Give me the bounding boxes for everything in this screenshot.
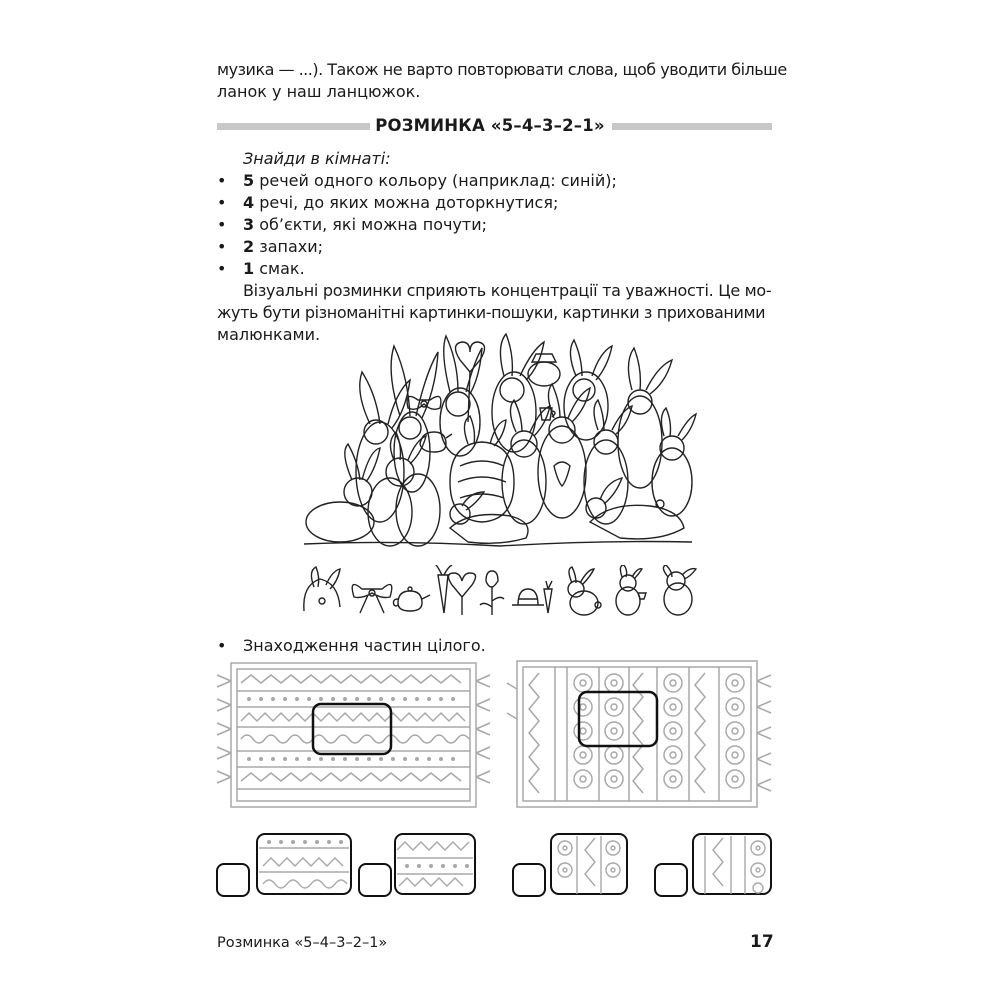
bunny-with-cup-icon [616, 565, 646, 615]
answer-options [215, 832, 775, 902]
list-item: • 3 об’єкти, які можна почути; [217, 215, 488, 234]
list-item: • 1 смак. [217, 259, 305, 278]
list-item: • 2 запахи; [217, 237, 324, 256]
option-2 [359, 834, 475, 896]
option-4 [655, 834, 771, 896]
intro-line-1: музика — ...). Також не варто повторювати слова, щоб уводити більше [217, 60, 787, 79]
page-number: 17 [750, 932, 774, 952]
option-1 [217, 834, 351, 896]
paragraph-line-3: малюнками. [217, 325, 321, 344]
paragraph-line-2: жуть бути різноманітні картинки-пошуки, картинки з прихованими [217, 303, 766, 322]
list-item: • 5 речей одного кольору (наприклад: синій); [217, 171, 617, 190]
section-heading: РОЗМИНКА «5–4–3–2–1» [375, 116, 605, 135]
option-3 [513, 834, 627, 896]
bunny-sitting-icon [568, 567, 601, 615]
heart-icon [448, 573, 475, 615]
carrot-icon [436, 565, 452, 613]
find-label: Знайди в кімнаті: [243, 149, 391, 168]
heading-bar-left [217, 123, 370, 130]
heading-bar-right [612, 123, 772, 130]
list-item: • Знаходження частин цілого. [217, 636, 486, 655]
bunnies-illustration [300, 332, 700, 552]
teapot-icon [394, 587, 431, 611]
bunny-standing-icon [663, 565, 696, 615]
hat-icon [512, 589, 544, 605]
bow-icon [352, 585, 392, 614]
bunny-peeking-icon [304, 567, 340, 611]
intro-line-2: ланок у наш ланцюжок. [217, 82, 421, 101]
rug-horizontal-pattern [213, 661, 493, 811]
rug-vertical-pattern [505, 659, 775, 809]
carrot-small-icon [544, 581, 552, 613]
list-item: • 4 речі, до яких можна доторкнутися; [217, 193, 559, 212]
find-items-row [298, 565, 698, 617]
paragraph-line-1: Візуальні розминки сприяють концентрації та уважності. Це мо- [243, 281, 772, 300]
footer-section-name: Розминка «5–4–3–2–1» [217, 935, 388, 951]
flower-icon [480, 571, 504, 615]
